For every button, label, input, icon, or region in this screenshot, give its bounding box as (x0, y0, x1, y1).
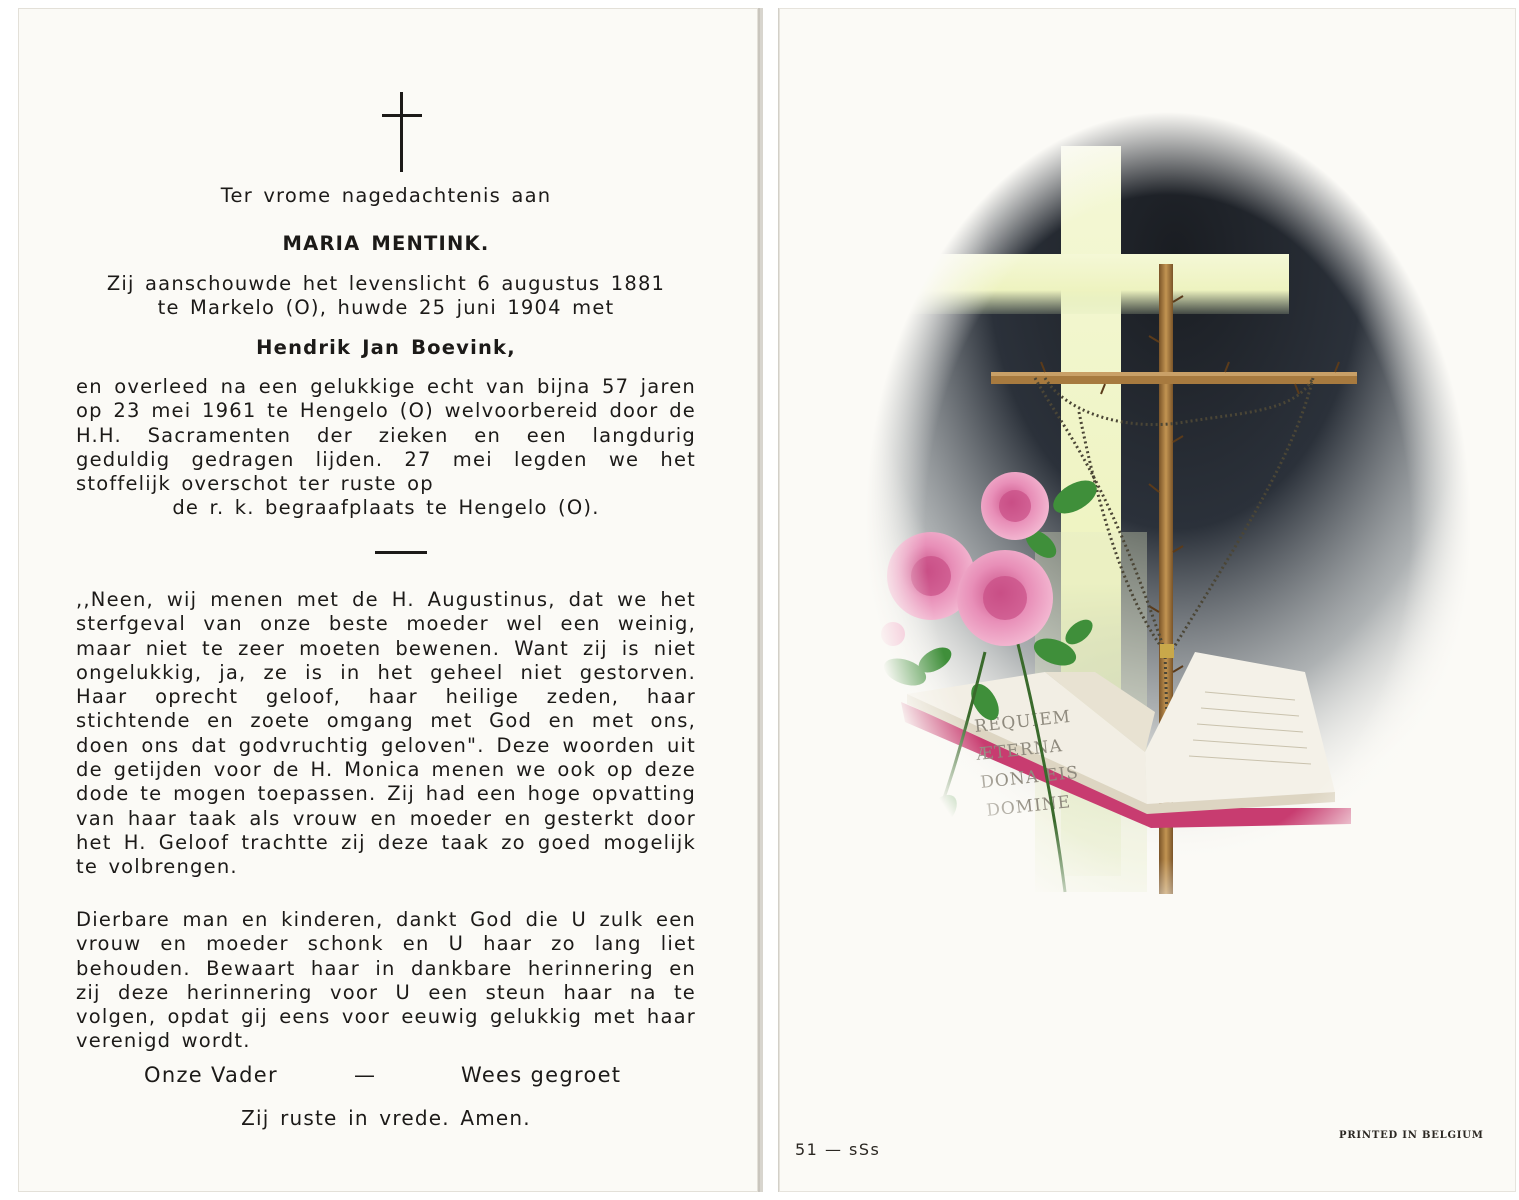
intro-line: Ter vrome nagedachtenis aan (220, 184, 552, 207)
cross-roses-book-illustration (865, 112, 1471, 942)
card-number: 51 — sSs (795, 1140, 881, 1159)
quote-text: ,,Neen, wij menen met de H. Augustinus, dat we het sterfgeval van onze beste moeder wel een weinig, maar niet te zeer moeten bewenen. Want zij is niet ongelukkig, ja, ze is in het geheel niet gestorven. Haar oprecht geloof, haar heilige zeden, haar stichtende en zoete omgang met God en met ons, doen ons dat godvruchtig geloven". Deze woorden uit de getijden voor de H. Monica menen we ook op deze dode te mogen toepassen. Zij had een hoge opvatting van haar taak als vrouw en moeder en gesterkt door het H. Geloof trachtte zij deze taak zo goed mogelijk te volbrengen. (76, 588, 696, 879)
death-text-last: de r. k. begraafplaats te Hengelo (O). (172, 496, 600, 520)
cross-icon (380, 92, 424, 172)
death-paragraph (76, 375, 696, 521)
devotional-picture-card (778, 8, 1516, 1192)
printed-in-belgium: PRINTED IN BELGIUM (1339, 1130, 1484, 1141)
quote-paragraph (76, 588, 696, 880)
birth-line-2: te Markelo (O), huwde 25 juni 1904 met (157, 296, 615, 319)
prayer-our-father: Onze Vader (144, 1063, 278, 1087)
divider-line (375, 551, 427, 554)
closing-line: Zij ruste in vrede. Amen. (241, 1106, 531, 1130)
death-text: en overleed na een gelukkige echt van bijna 57 jaren op 23 mei 1961 te Hengelo (O) welvoorbereid door de H.H. Sacramenten der zieken en een langdurig geduldig gedragen lijden. 27 mei legden we het stoffelijk overschot ter ruste op (76, 375, 696, 496)
memorial-text-card (18, 8, 760, 1192)
farewell-text: Dierbare man en kinderen, dankt God die U zulk een vrouw en moeder schonk en U haar zo lang liet behouden. Bewaart haar in dankbare herinnering en zij deze herinnering voor U een steun haar na te volgen, opdat gij eens voor eeuwig gelukkig met haar verenigd wordt. (76, 908, 696, 1053)
deceased-name: MARIA MENTINK. (282, 232, 490, 255)
farewell-paragraph (76, 908, 696, 1054)
birth-line-1: Zij aanschouwde het levenslicht 6 augustus 1881 (106, 272, 666, 295)
prayer-separator: — (354, 1063, 377, 1087)
prayer-hail-mary: Wees gegroet (461, 1063, 622, 1087)
spouse-name: Hendrik Jan Boevink, (256, 336, 516, 359)
